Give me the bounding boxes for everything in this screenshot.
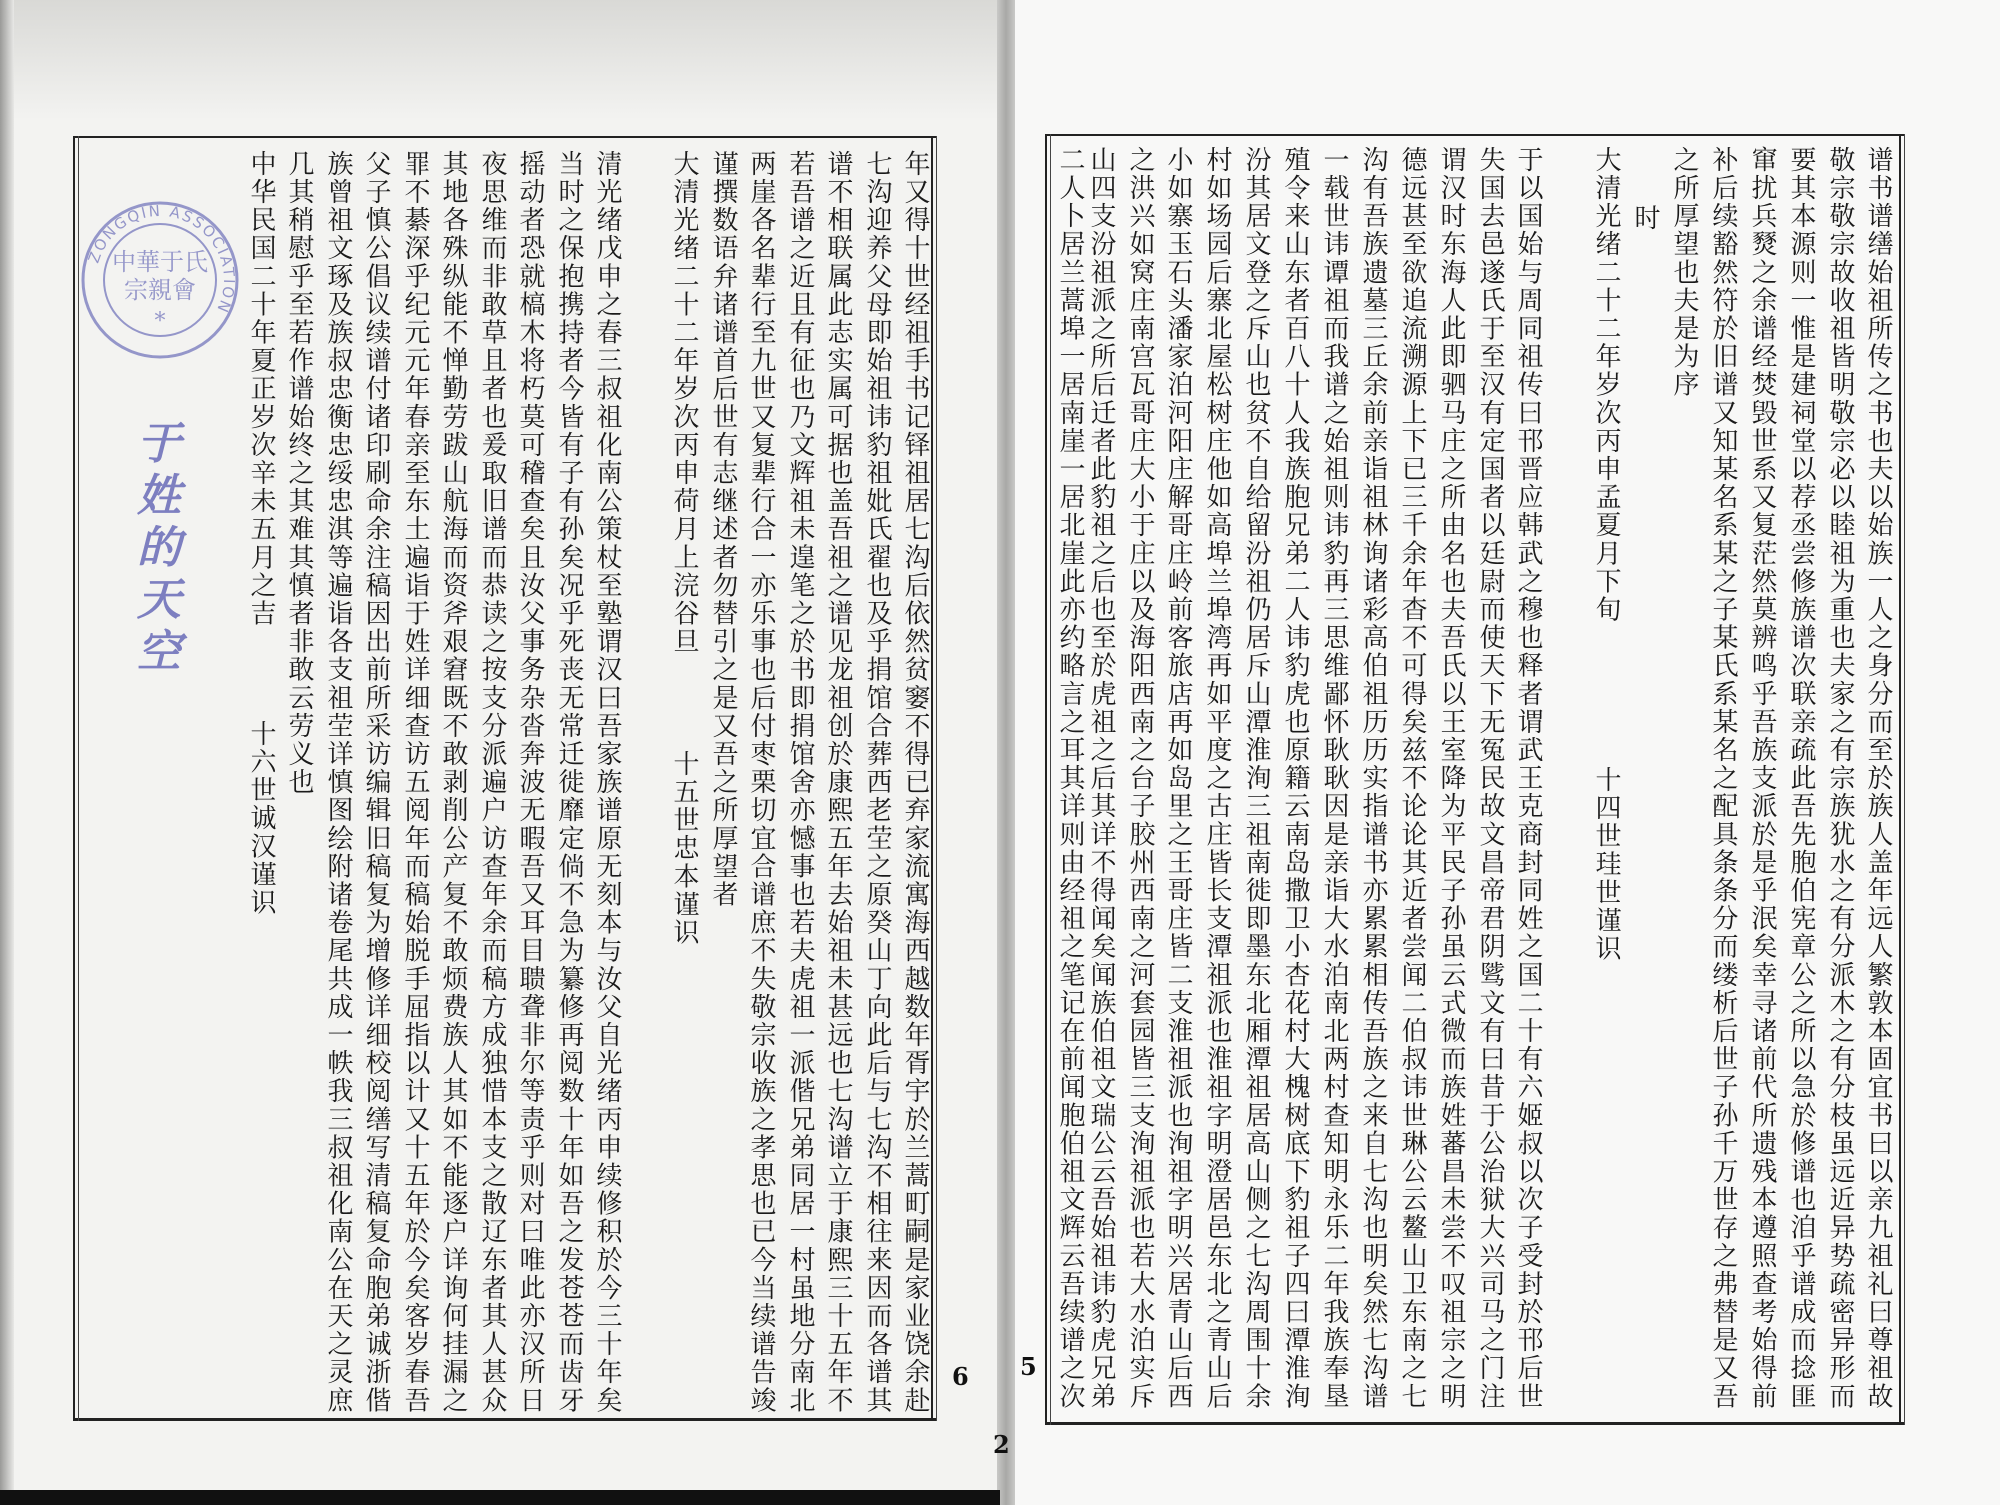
scan-shadow-left <box>0 0 14 1505</box>
seal-center-line2: 宗親會 <box>124 276 196 304</box>
dateline-column <box>664 150 703 1440</box>
scan-edge-bottom <box>0 1490 1000 1505</box>
signature: 十四世珪世谨识 <box>1591 766 1621 963</box>
seal-star-icon: * <box>154 309 166 334</box>
text-column: 谱不相联属此志实属可据也盖吾祖之谱见龙祖创於康熙五年去始祖未甚远也七沟谱立于康熙三十五年不 <box>823 150 853 1415</box>
text-column: 当时之保抱携持者今皆有子有孙矣况乎死丧无常迁徙靡定倘不急为纂修再阅数十年如吾之发苍苍而齿牙 <box>554 150 584 1415</box>
watermark-seal <box>80 200 240 360</box>
dateline: 中华民国二十年夏正岁次辛未五月之吉 <box>246 150 276 628</box>
text-column: 两崖各名辈行至九世又复辈行合一亦乐事也后付枣栗切宜合谱庶不失敬宗收族之孝思也已今当续谱告竣 <box>746 150 776 1415</box>
seal-ring-text: ZONGQIN ASSOCIATION <box>84 201 239 317</box>
seal-center-line1: 中華于氏 <box>112 248 208 276</box>
text-column: 几其稍慰乎至若作谱始终之其难其慎者非敢云劳义也 <box>284 150 314 797</box>
text-column: 德远甚至欲追流溯源上下已三千余年杳不可得矣兹不论论其近者尝闻二伯叔讳世琳公云鳌山卫东南之七 <box>1397 146 1427 1411</box>
page-number-left: 6 <box>952 1362 969 1391</box>
page-number-gutter: 2 <box>993 1430 1010 1459</box>
text-column: 夜思维而非敢草且者也爰取旧谱而恭读之按支分派遍户访查年余而稿方成独惜本支之散辽东者其人甚众 <box>477 150 507 1415</box>
text-column: 谱书谱缮始祖所传之书也夫以始族一人之身分而至於族人盖年远人繁敦本固宜书曰以亲九祖礼曰尊祖故 <box>1863 146 1893 1411</box>
text-column: 摇动者恐就槁木将朽莫可稽查矣且汝父事务杂沓奔波无暇吾又耳目聩聋非尔等责乎则对曰唯此亦汉所日 <box>515 150 545 1415</box>
scan-shadow-top <box>0 0 1000 120</box>
text-column: 谨撰数语弁诸谱首后世有志继述者勿替引之是又吾之所厚望者 <box>708 150 738 909</box>
text-column: 谓汉时东海人此即驷马庄之所由名也夫吾氏以王室降为平民子孙虽云式微而族姓蕃昌未尝不叹祖宗之明 <box>1436 146 1466 1411</box>
text-column: 之洪兴如窝庄南宫瓦哥庄大小于庄以及海阳西南之台子胶州西南之河套园皆三支洵祖派也若大水泊实斥 <box>1125 146 1155 1411</box>
text-column: 二人卜居兰蒿埠一居南崖一居北崖此亦约略言之耳其详则由经祖之笔记在前闻胞伯祖文辉云吾续谱之次 <box>1055 146 1085 1411</box>
text-column: 补后续豁然符於旧谱又知某名系某之子某氏系某名之配具条条分而缕析后世子孙千万世存之弗替是又吾 <box>1708 146 1738 1411</box>
watermark-banner: 于姓的天空 <box>129 420 180 680</box>
dateline-column <box>1586 146 1625 1436</box>
text-column: 小如寨玉石头潘家泊河阳庄解哥庄岭前客旅店再如岛里之王哥庄皆二支淮祖派也洵祖字明兴居青山后西 <box>1163 146 1193 1411</box>
signature: 十五世忠本谨识 <box>669 750 699 947</box>
text-column: 之所厚望也夫是为序 <box>1669 146 1699 399</box>
book-gutter <box>997 0 1015 1505</box>
text-column: 村如场园后寨北屋松树庄他如高埠兰埠湾再如平度之古庄皆长支潭祖派也淮祖字明澄居邑东北之青山后 <box>1202 146 1232 1411</box>
text-column: 窜扰兵燹之余谱经焚毁世系又复茫然莫辨鸣乎吾族支派於是乎泯矣幸寻诸前代所遗残本遵照查考始得前 <box>1747 146 1777 1411</box>
text-column: 殖令来山东者百八十人我族胞兄弟二人讳豹虎也原籍云南岛撒卫小杏花村大槐树底下豹祖子四曰潭淮洵 <box>1280 146 1310 1411</box>
page-number-right: 5 <box>1020 1352 1037 1381</box>
text-column: 于以国始与周同祖传曰邗晋应韩武之穆也释者谓武王克商封同姓之国二十有六姬叔以次子受封於邗后世 <box>1513 146 1543 1411</box>
text-column: 敬宗敬宗故收祖皆明敬宗必以睦祖为重也夫家之有宗族犹水之有分派木之有分枝虽远近异势疏密异形而 <box>1825 146 1855 1411</box>
text-column: 年又得十世经祖手书记铎祖居七沟后依然贫窭不得已弃家流寓海西越数年胥宇於兰蒿町嗣是家业饶余赴 <box>900 150 930 1415</box>
text-column: 父子慎公倡议续谱付诸印刷命余注稿因出前所采访编辑旧稿复为增修详细校阅缮写清稿复命胞弟诚浙偕 <box>361 150 391 1415</box>
dateline-column <box>241 150 280 1440</box>
date-prefix: 时 <box>1630 204 1660 233</box>
text-column: 族曾祖文琢及族叔忠衡忠绥忠淇等遍诣各支祖茔详慎图绘附诸卷尾共成一帙我三叔祖化南公在天之灵庶 <box>323 150 353 1415</box>
text-column: 其地各殊纵能不惮勤劳跋山航海而资斧艰窘既不敢剥削公产复不敢烦费族人其如不能逐户详询何挂漏之 <box>438 150 468 1415</box>
text-column: 若吾谱之近且有征也乃文辉祖未遑笔之於书即捐馆舍亦憾事也若夫虎祖一派偕兄弟同居一村虽地分南北 <box>785 150 815 1415</box>
text-column: 一载世讳谭祖而我谱之始祖则讳豹再三思维鄙怀耿耿因是亲诣大水泊南北两村查知明永乐二年我族奉垦 <box>1319 146 1349 1411</box>
dateline: 大清光绪二十二年岁次丙申荷月上浣谷旦 <box>669 150 699 656</box>
text-column: 山四支汾祖派之所后迁者此豹祖之后也至於虎祖之后其详不得闻矣闻族伯祖文瑞公云吾始祖讳豹虎兄弟 <box>1086 146 1116 1411</box>
text-column: 罪不綦深乎纪元元年春亲至东土遍诣于姓详细查访五阅年而稿始脱手屈指以计又十五年於今矣客岁春吾 <box>400 150 430 1415</box>
signature: 十六世诚汉谨识 <box>246 720 276 917</box>
text-column: 要其本源则一惟是建祠堂以荐丞尝修族谱次联亲疏此吾先胞伯宪章公之所以急於修谱也洎乎谱成而捻匪 <box>1786 146 1816 1411</box>
dateline: 大清光绪二十二年岁次丙申孟夏月下旬 <box>1591 146 1621 624</box>
text-column: 失国去邑遂氏于至汉有定国者以廷尉而使天下无冤民故文昌帝君阴骘文有曰昔于公治狱大兴司马之门注 <box>1475 146 1505 1411</box>
text-column: 沟有吾族遗墓三丘余前亲诣祖林询诸彩高伯祖历历实指谱书亦累累相传吾族之来自七沟也明矣然七沟谱 <box>1358 146 1388 1411</box>
text-column: 汾其居文登之斥山也贫不自给留汾祖仍居斥山潭淮洵三祖南徙即墨东北厢潭祖居高山侧之七沟周围十余 <box>1241 146 1271 1411</box>
text-column: 七沟迎养父母即始祖讳豹祖妣氏翟也及乎捐馆合葬西老茔之原癸山丁向此后与七沟不相往来因而各谱其 <box>862 150 892 1415</box>
text-column: 清光绪戊申之春三叔祖化南公策杖至塾谓汉曰吾家族谱原无刻本与汝父自光绪丙申续修积於今三十年矣 <box>592 150 622 1415</box>
